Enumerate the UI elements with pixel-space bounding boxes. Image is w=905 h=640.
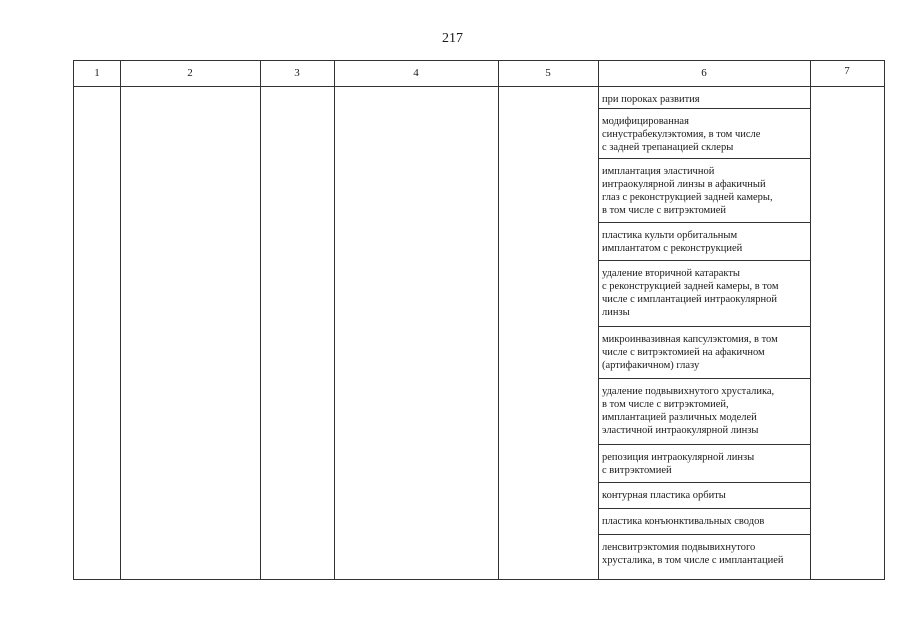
column-header-4: 4: [413, 67, 419, 79]
cell-line: хрусталика, в том числе с имплантацией: [602, 555, 784, 566]
cell-line: удаление вторичной катаракты: [602, 268, 740, 279]
cell-line: репозиция интраокулярной линзы: [602, 452, 755, 463]
column-divider: [810, 61, 811, 579]
procedures-table: [73, 60, 885, 580]
table-cell: [598, 87, 810, 109]
table-cell: [598, 223, 810, 261]
table-cell: [598, 327, 810, 379]
table-cell: [598, 445, 810, 483]
table-cell: [598, 109, 810, 159]
cell-line: пластика культи орбитальным: [602, 230, 738, 241]
column-divider: [334, 61, 335, 579]
column-header-5: 5: [545, 67, 551, 79]
table-cell: [598, 159, 810, 223]
column-header-3: 3: [294, 67, 300, 79]
column-divider: [260, 61, 261, 579]
table-cell: [598, 535, 810, 579]
cell-line: линзы: [602, 307, 630, 318]
cell-line: интраокулярной линзы в афакичный: [602, 179, 766, 190]
column-header-7: 7: [844, 65, 850, 77]
cell-line: имплантатом с реконструкцией: [602, 243, 743, 254]
column-divider: [120, 61, 121, 579]
cell-line: имплантацией различных моделей: [602, 412, 757, 423]
cell-line: ленсвитрэктомия подвывихнутого: [602, 542, 756, 553]
cell-line: числе с имплантацией интраокулярной: [602, 294, 777, 305]
cell-line: имплантация эластичной: [602, 166, 715, 177]
column-header-1: 1: [94, 67, 100, 79]
cell-line: с задней трепанацией склеры: [602, 142, 734, 153]
cell-line: модифицированная: [602, 116, 689, 127]
cell-line: микроинвазивная капсулэктомия, в том: [602, 334, 778, 345]
cell-line: в том числе с витрэктомией,: [602, 399, 729, 410]
cell-line: в том числе с витрэктомией: [602, 205, 727, 216]
column-header-2: 2: [187, 67, 193, 79]
cell-line: с реконструкцией задней камеры, в том: [602, 281, 779, 292]
cell-line: (артифакичном) глазу: [602, 360, 700, 371]
cell-line: пластика конъюнктивальных сводов: [602, 516, 765, 527]
table-cell: [598, 379, 810, 445]
cell-line: контурная пластика орбиты: [602, 490, 726, 501]
cell-line: удаление подвывихнутого хрусталика,: [602, 386, 775, 397]
cell-line: с витрэктомией: [602, 465, 672, 476]
table-cell: [598, 483, 810, 509]
page-number: 217: [442, 31, 463, 46]
column-divider: [498, 61, 499, 579]
cell-line: числе с витрэктомией на афакичном: [602, 347, 765, 358]
cell-line: синустрабекулэктомия, в том числе: [602, 129, 761, 140]
cell-line: эластичной интраокулярной линзы: [602, 425, 759, 436]
column-6-cells: [598, 87, 810, 579]
table-cell: [598, 509, 810, 535]
cell-line: глаз с реконструкцией задней камеры,: [602, 192, 773, 203]
column-header-6: 6: [701, 67, 707, 79]
cell-line: при пороках развития: [602, 94, 700, 105]
table-cell: [598, 261, 810, 327]
